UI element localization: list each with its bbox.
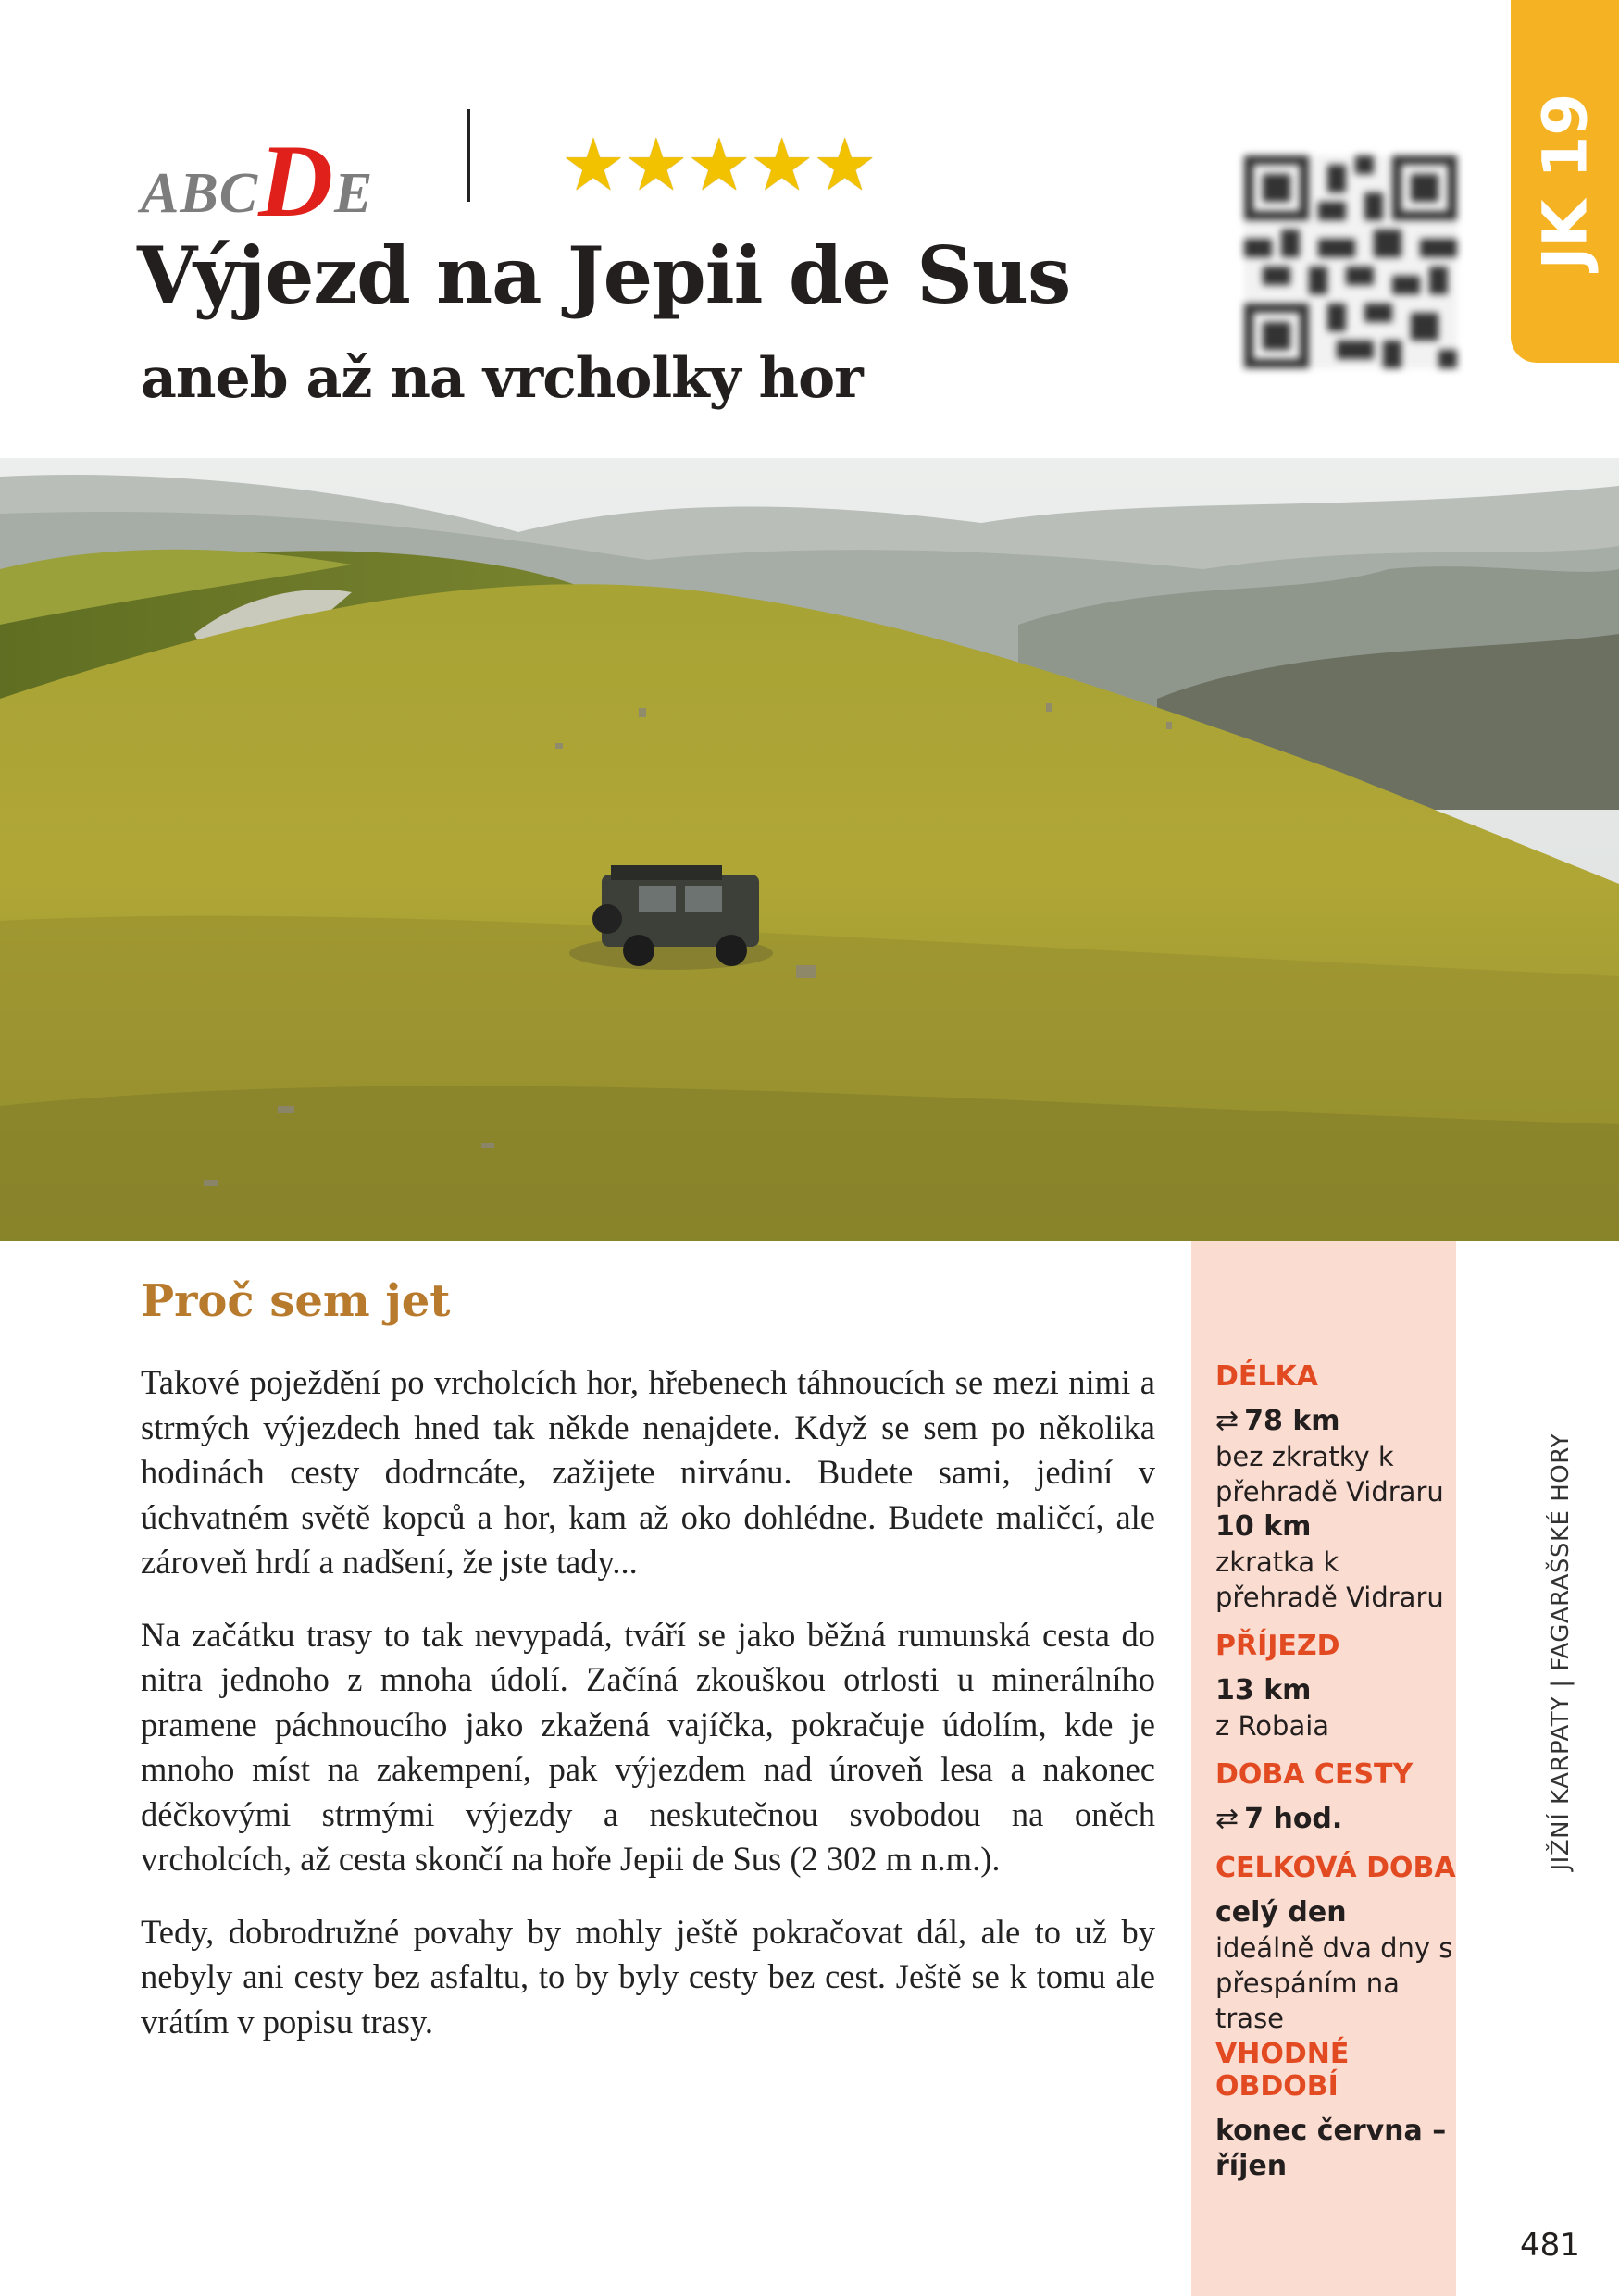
travel-time-label: DOBA CESTY (1215, 1758, 1414, 1791)
region-label-text: JIŽNÍ KARPATY | FAGARAŠSKÉ HORY (1547, 1433, 1575, 1871)
logo-suffix: E (333, 162, 374, 225)
info-sidebar-content (1215, 1360, 1456, 2184)
approach-value: 13 km (1215, 1674, 1312, 1706)
length-label: DÉLKA (1215, 1360, 1318, 1393)
landscape-image (0, 458, 1619, 1241)
loop-icon: ⇄ (1215, 1803, 1239, 1835)
chapter-tab-label: JK 19 (1529, 93, 1600, 270)
chapter-tab (1511, 0, 1619, 363)
category-logo (141, 118, 373, 238)
page-number: 481 (1520, 2227, 1580, 2264)
season-value: konec června – říjen (1215, 2115, 1447, 2182)
total-time-value: celý den (1215, 1896, 1347, 1929)
total-time-label: CELKOVÁ DOBA (1215, 1852, 1456, 1884)
total-time-note: ideálně dva dny s přespáním na trase (1215, 1932, 1453, 2034)
length-value: ⇄ 78 km (1215, 1405, 1340, 1437)
qr-code[interactable] (1244, 155, 1457, 368)
paragraph: Tedy, dobrodružné povahy by mohly ještě pokračovat dál, ale to už by nebyly ani cesty bez asfaltu, to by byly cesty bez cest. Ještě se k tomu ale vrátím v popisu trasy. (141, 1912, 1155, 2041)
section-title: Proč sem jet (141, 1275, 451, 1327)
header-divider (467, 109, 470, 202)
travel-time-value: ⇄ 7 hod. (1215, 1803, 1343, 1835)
qr-code-icon (1244, 155, 1457, 368)
loop-icon: ⇄ (1215, 1405, 1239, 1437)
length-note: bez zkratky k přehradě Vidraru (1215, 1441, 1444, 1508)
rating-stars: ★★★★★ (561, 124, 876, 207)
shortcut-length-value: 10 km (1215, 1510, 1312, 1543)
article-body (141, 1360, 1155, 2072)
paragraph: Takové poježdění po vrcholcích hor, hřebenech táhnoucích se mezi nimi a strmých výjezdech hned tak někde nenajdete. Když se sem po několika hodinách cesty dodrncáte, zažijete nirvánu. Budete sami, jediní v úchvatném světě kopců a hor, kam až oko dohlédne. Budete maličcí, ale zároveň hrdí a nadšení, že jste tady... (141, 1363, 1155, 1581)
approach-label: PŘÍJEZD (1215, 1630, 1340, 1662)
page-subtitle: aneb až na vrcholky hor (141, 346, 863, 411)
logo-highlight: D (258, 124, 334, 239)
paragraph: Na začátku trasy to tak nevypadá, tváří se jako běžná rumunská cesta do nitra jednoho z mnoha údolí. Začíná zkouškou otrlosti u minerálního pramene páchnoucího jako zkažená vajíčka, pokračuje údolím, kde je mnoho míst na zakempení, pak výjezdem nad úroveň lesa a nakonec déčkovými strmými výjezdy a neskutečnou svobodou na oněch vrcholcích, až cesta skončí na hoře Jepii de Sus (2 302 m n.m.). (141, 1615, 1155, 1878)
hero-photo (0, 458, 1619, 1241)
approach-note: z Robaia (1215, 1710, 1330, 1742)
page-title: Výjezd na Jepii de Sus (137, 230, 1071, 321)
season-label: VHODNÉ OBDOBÍ (1215, 2038, 1350, 2103)
logo-prefix: ABC (141, 162, 259, 225)
shortcut-length-note: zkratka k přehradě Vidraru (1215, 1546, 1444, 1613)
